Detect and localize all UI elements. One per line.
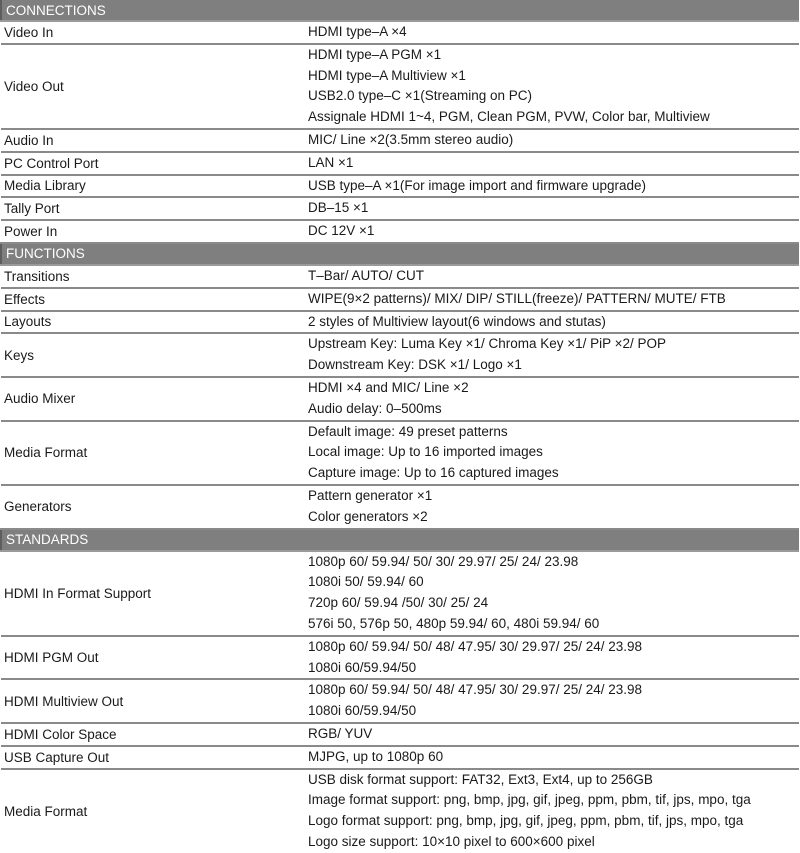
spec-label: HDMI PGM Out: [1, 636, 299, 680]
spec-values: [299, 723, 799, 746]
spec-label: Audio In: [1, 129, 299, 152]
spec-row: [1, 311, 799, 334]
spec-label: Video In: [1, 21, 299, 44]
spec-label: Layouts: [1, 311, 299, 334]
spec-value-line: HDMI type–A ×4: [308, 24, 407, 39]
spec-value-line: Assignale HDMI 1~4, PGM, Clean PGM, PVW, Color bar, Multiview: [308, 109, 710, 125]
spec-values: [299, 311, 799, 334]
spec-label: Transitions: [1, 265, 299, 288]
spec-row: [1, 21, 799, 44]
spec-values: [299, 377, 799, 421]
section-header-functions: [1, 243, 799, 265]
spec-label: Tally Port: [1, 197, 299, 220]
section-title: FUNCTIONS: [1, 243, 799, 265]
spec-value-line: Capture image: Up to 16 captured images: [308, 465, 559, 481]
spec-row: [1, 551, 799, 636]
spec-value-line: HDMI type–A Multiview ×1: [308, 67, 466, 83]
spec-row: [1, 679, 799, 723]
spec-values: [299, 21, 799, 44]
spec-value-line: WIPE(9×2 patterns)/ MIX/ DIP/ STILL(freeze)/ PATTERN/ MUTE/ FTB: [308, 290, 726, 306]
spec-values: [299, 288, 799, 311]
spec-value-line: Color generators ×2: [308, 508, 428, 524]
spec-value-line: T–Bar/ AUTO/ CUT: [308, 267, 425, 283]
spec-value-line: 1080i 60/59.94/50: [308, 659, 417, 675]
spec-values: [299, 421, 799, 485]
spec-value-line: 720p 60/ 59.94 /50/ 30/ 25/ 24: [308, 595, 489, 611]
spec-value-line: Upstream Key: Luma Key ×1/ Chroma Key ×1/ PiP ×2/ POP: [308, 336, 667, 352]
spec-label: HDMI In Format Support: [1, 551, 299, 636]
spec-values: [299, 265, 799, 288]
spec-row: [1, 333, 799, 377]
spec-value-line: Image format support: png, bmp, jpg, gif, jpeg, ppm, pbm, tif, jps, mpo, tga: [308, 792, 751, 808]
spec-label: PC Control Port: [1, 152, 299, 175]
spec-values: [299, 551, 799, 636]
spec-row: [1, 746, 799, 769]
spec-value-line: Downstream Key: DSK ×1/ Logo ×1: [308, 357, 522, 373]
spec-row: [1, 485, 799, 529]
spec-row: [1, 175, 799, 198]
spec-row: [1, 44, 799, 129]
spec-value-line: HDMI ×4 and MIC/ Line ×2: [308, 379, 469, 395]
spec-row: [1, 152, 799, 175]
spec-label: Media Format: [1, 421, 299, 485]
spec-row: [1, 636, 799, 680]
spec-value-line: DC 12V ×1: [308, 223, 375, 239]
spec-label: Audio Mixer: [1, 377, 299, 421]
spec-values: [299, 220, 799, 243]
spec-value-line: 1080p 60/ 59.94/ 50/ 30/ 29.97/ 25/ 24/ 23.98: [308, 553, 579, 569]
spec-value-line: Local image: Up to 16 imported images: [308, 444, 543, 460]
spec-label: Media Format: [4, 803, 88, 819]
spec-values: [299, 333, 799, 377]
spec-value-line: LAN ×1: [308, 154, 354, 170]
spec-value-line: RGB/ YUV: [308, 725, 373, 741]
spec-value-line: 1080p 60/ 59.94/ 50/ 48/ 47.95/ 30/ 29.97/ 25/ 24/ 23.98: [308, 638, 643, 654]
spec-row: [1, 723, 799, 746]
section-header-standards: [1, 529, 799, 551]
spec-row: [1, 377, 799, 421]
spec-label: Power In: [1, 220, 299, 243]
spec-row: [1, 288, 799, 311]
spec-value-line: HDMI type–A PGM ×1: [308, 46, 442, 62]
spec-value-line: 576i 50, 576p 50, 480p 59.94/ 60, 480i 59.94/ 60: [308, 615, 600, 631]
spec-values: [299, 129, 799, 152]
spec-value-line: Audio delay: 0–500ms: [308, 400, 442, 416]
spec-value-line: DB–15 ×1: [308, 200, 369, 216]
spec-row: [1, 769, 799, 853]
spec-value-line: Logo format support: png, bmp, jpg, gif, jpeg, ppm, pbm, tif, jps, mpo, tga: [308, 813, 744, 829]
spec-label: USB Capture Out: [1, 746, 299, 769]
section-title: STANDARDS: [1, 529, 799, 551]
section-header-connections: [1, 0, 799, 21]
spec-label: HDMI Multiview Out: [1, 679, 299, 723]
spec-values: [299, 769, 799, 853]
spec-label: Video Out: [1, 44, 299, 129]
spec-values: [299, 746, 799, 769]
spec-row: [1, 265, 799, 288]
spec-value-line: 1080i 50/ 59.94/ 60: [308, 574, 424, 590]
spec-value-line: Pattern generator ×1: [308, 487, 433, 503]
section-title: CONNECTIONS: [1, 0, 799, 21]
spec-values: [299, 175, 799, 198]
spec-label: HDMI Color Space: [1, 723, 299, 746]
spec-value-line: MIC/ Line ×2(3.5mm stereo audio): [308, 131, 514, 147]
spec-values: [299, 197, 799, 220]
spec-value-line: MJPG, up to 1080p 60: [308, 748, 444, 764]
spec-row: [1, 129, 799, 152]
spec-row: [1, 421, 799, 485]
spec-value-line: USB2.0 type–C ×1(Streaming on PC): [308, 88, 532, 104]
spec-value-line: 1080p 60/ 59.94/ 50/ 48/ 47.95/ 30/ 29.97/ 25/ 24/ 23.98: [308, 682, 643, 698]
spec-label: Media Library: [1, 175, 299, 198]
spec-value-line: 1080i 60/59.94/50: [308, 703, 417, 719]
spec-value-line: Logo size support: 10×10 pixel to 600×600 pixel: [308, 833, 595, 849]
spec-values: [299, 44, 799, 129]
spec-row: [1, 220, 799, 243]
spec-values: [299, 152, 799, 175]
spec-label: Keys: [1, 333, 299, 377]
spec-label: Effects: [1, 288, 299, 311]
spec-label: Generators: [1, 485, 299, 529]
spec-table-body: [1, 0, 799, 853]
spec-value-line: 2 styles of Multiview layout(6 windows and stutas): [308, 313, 606, 329]
spec-values: [299, 679, 799, 723]
spec-value-line: USB disk format support: FAT32, Ext3, Ext4, up to 256GB: [308, 771, 653, 787]
spec-value-line: USB type–A ×1(For image import and firmware upgrade): [308, 177, 647, 193]
spec-values: [299, 636, 799, 680]
spec-values: [299, 485, 799, 529]
spec-row: [1, 197, 799, 220]
spec-value-line: Default image: 49 preset patterns: [308, 423, 508, 439]
